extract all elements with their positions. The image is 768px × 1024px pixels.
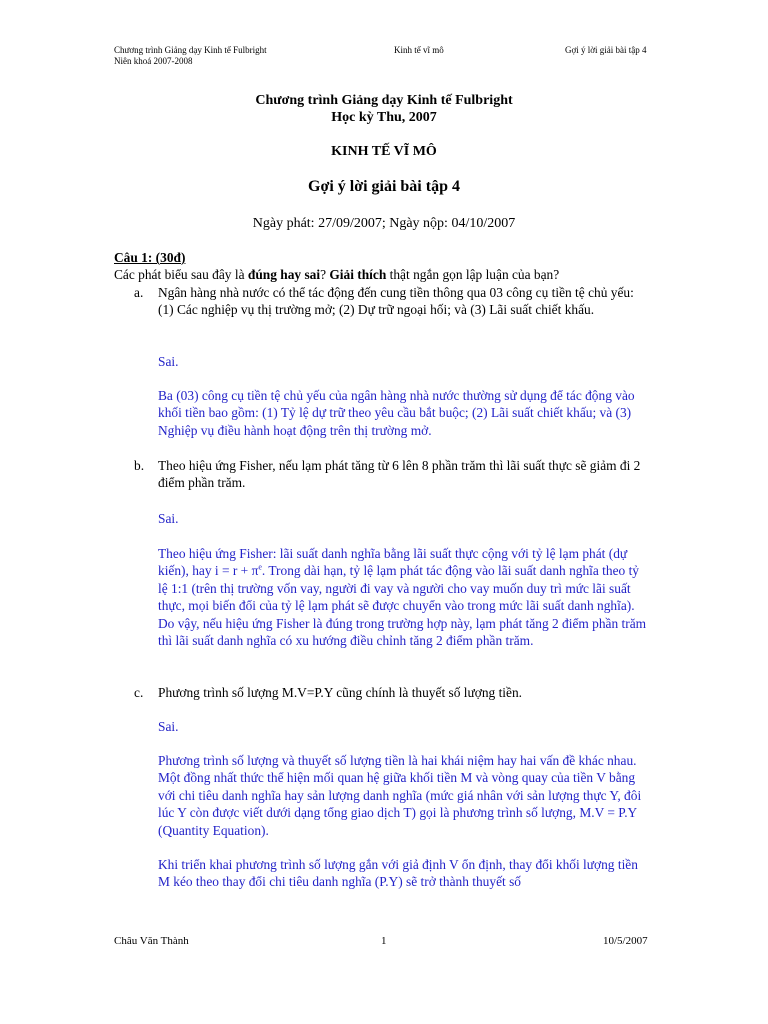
intro-bold-explain: Giải thích [329,267,387,282]
footer-date: 10/5/2007 [603,935,648,947]
fisher-equation-text: Theo hiệu ứng Fisher: lãi suất danh nghĩa bằng lãi suất thực cộng với tỷ lệ lạm phát (dự kiến), hay i = r + π [158,546,628,579]
item-a-marker: a. [134,285,144,300]
item-c-statement: Phương trình số lượng M.V=P.Y cũng chính là thuyết số lượng tiền. [158,685,522,700]
item-b-verdict: Sai. [158,511,179,526]
intro-tail: thật ngắn gọn lập luận của bạn? [386,267,560,282]
item-c-verdict: Sai. [158,719,179,734]
footer-page-number: 1 [381,935,387,947]
expectation-superscript: e [258,562,262,572]
question-heading [114,249,185,266]
item-a-statement: Ngân hàng nhà nước có thể tác động đến cung tiền thông qua 03 công cụ tiền tệ chủ yếu: (1) Các nghiệp vụ thị trường mở; (2) Dự trữ ngoại hối; và (3) Lãi suất chiết khấu. [158,285,634,318]
title-semester: Học kỳ Thu, 2007 [331,110,437,125]
title-program: Chương trình Giảng dạy Kinh tế Fulbright [255,93,513,108]
intro-separator: ? [320,267,330,282]
footer-author: Châu Văn Thành [114,935,189,947]
title-document: Gợi ý lời giải bài tập 4 [308,178,460,195]
title-course: KINH TẾ VĨ MÔ [331,144,437,159]
question-intro [114,266,559,283]
header-course: Kinh tế vĩ mô [394,45,444,55]
header-program: Chương trình Giảng dạy Kinh tế Fulbright [114,45,267,55]
item-c-explanation: Phương trình số lượng và thuyết số lượng tiền là hai khái niệm hay hai vấn đề khác nhau. Một đồng nhất thức thể hiện mối quan hệ giữa khối tiền M và vòng quay của tiền V bằng với chi tiêu danh nghĩa hay sản lượng danh nghĩa (mức giá nhân với sản lượng thực Y, đôi lúc Y còn được viết dưới dạng tổng giao dịch T) gọi là phương trình số lượng, M.V = P.Y (Quantity Equation). [158,753,642,838]
header-doc-title: Gợi ý lời giải bài tập 4 [565,45,647,55]
item-b-marker: b. [134,458,145,473]
item-b-statement: Theo hiệu ứng Fisher, nếu lạm phát tăng từ 6 lên 8 phần trăm thì lãi suất thực sẽ giảm đi 2 điểm phần trăm. [158,458,641,491]
intro-bold-true-false: đúng hay sai [247,267,321,282]
item-c-explanation-2: Khi triển khai phương trình số lượng gắn với giả định V ổn định, thay đổi khối lượng tiền M kéo theo thay đổi chi tiêu danh nghĩa (P.Y) sẽ trở thành thuyết số [158,857,638,890]
fisher-explanation-text: . Trong dài hạn, tỷ lệ lạm phát tác động vào lãi suất danh nghĩa theo tỷ lệ 1:1 (trên thị trường vốn vay, người đi vay và người cho vay muốn duy trì mức lãi suất thực, mọi biến đổi của tỷ lệ lạm phát sẽ được chuyển vào trong mức lãi suất danh nghĩa). Do vậy, nếu hiệu ứng Fisher là đúng trong trường hợp này, lạm phát tăng 2 điểm phần trăm thì lãi suất danh nghĩa có xu hướng điều chỉnh tăng 2 điểm phần trăm. [158,563,647,649]
item-c-marker: c. [134,685,144,700]
item-a-explanation: Ba (03) công cụ tiền tệ chủ yếu của ngân hàng nhà nước thường sử dụng để tác động vào khối tiền bao gồm: (1) Tỷ lệ dự trữ theo yêu cầu bắt buộc; (2) Lãi suất chiết khấu; và (3) Nghiệp vụ điều hành hoạt động trên thị trường mở. [158,388,635,438]
header-year: Niên khoá 2007-2008 [114,56,193,66]
item-a-verdict: Sai. [158,354,179,369]
intro-text: Các phát biểu sau đây là [114,267,248,282]
question-heading-text: Câu 1: (30đ) [114,250,186,265]
item-b-explanation [158,545,648,649]
title-dates: Ngày phát: 27/09/2007; Ngày nộp: 04/10/2007 [252,216,516,231]
